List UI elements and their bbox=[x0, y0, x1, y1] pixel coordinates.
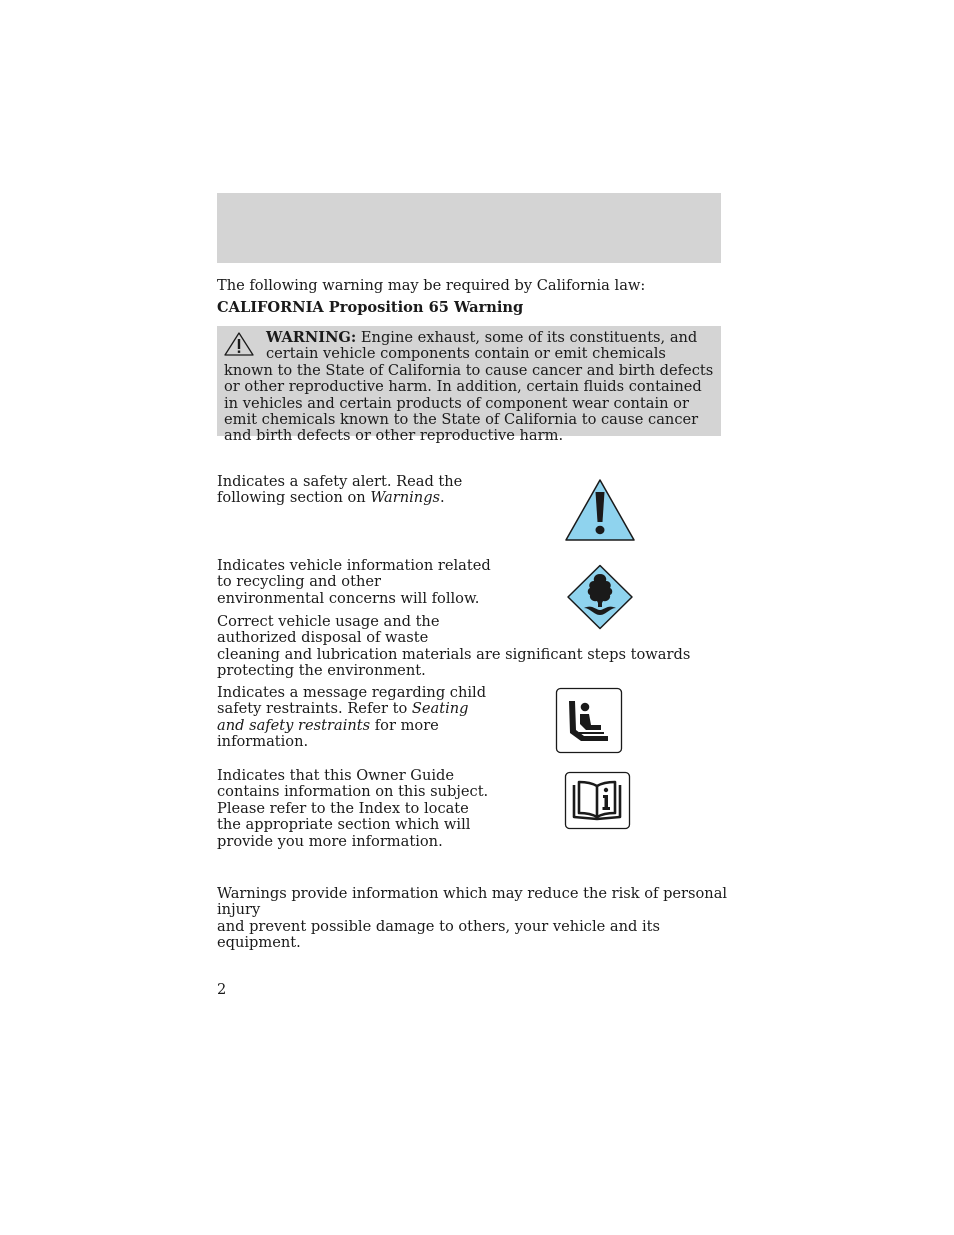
footer-line-2: and prevent possible damage to others, your vehicle and its equipment. bbox=[217, 917, 661, 952]
safety-restraints-reference: and safety restraints bbox=[217, 716, 371, 734]
page-number: 2 bbox=[217, 981, 227, 998]
section-heading: CALIFORNIA Proposition 65 Warning bbox=[217, 299, 524, 316]
safety-line-1: Indicates a safety alert. Read the bbox=[217, 473, 463, 490]
seating-reference: Seating bbox=[411, 700, 469, 718]
intro-text: The following warning may be required by California law: bbox=[217, 277, 646, 294]
safety-line-2-end: . bbox=[440, 489, 445, 507]
child-line-1: Indicates a message regarding child bbox=[217, 684, 487, 701]
child-seat-icon bbox=[555, 687, 623, 754]
environment-text-bottom bbox=[217, 614, 721, 680]
environment-line-5: authorized disposal of waste bbox=[217, 629, 429, 647]
safety-alert-icon bbox=[563, 478, 637, 542]
guide-line-5: provide you more information. bbox=[217, 832, 443, 850]
warning-box bbox=[217, 326, 721, 445]
owner-guide-book-icon bbox=[564, 771, 631, 830]
environment-tree-icon bbox=[566, 564, 634, 630]
environment-line-4: Correct vehicle usage and the bbox=[217, 613, 440, 630]
warning-body: Engine exhaust, some of its constituents, and certain vehicle components contain or emit chemicals known to the State of California to cause cancer and birth defects or other reproductive harm. In addition, certain fluids contained in vehicles and certain products of component wear contain or emit chemicals known to the State of California to cause cancer and birth defects or other reproductive harm. bbox=[224, 329, 714, 445]
environment-line-7: protecting the environment. bbox=[217, 662, 426, 680]
child-restraint-text bbox=[217, 685, 547, 751]
owner-guide-text bbox=[217, 768, 547, 850]
child-line-4: information. bbox=[217, 733, 309, 751]
safety-line-2: following section on bbox=[217, 489, 371, 507]
warning-label: WARNING: bbox=[266, 329, 357, 346]
guide-line-4: the appropriate section which will bbox=[217, 816, 471, 834]
environment-line-2: to recycling and other bbox=[217, 573, 381, 591]
guide-line-2: contains information on this subject. bbox=[217, 783, 489, 801]
environment-line-1: Indicates vehicle information related bbox=[217, 557, 491, 574]
environment-line-6: cleaning and lubrication materials are significant steps towards bbox=[217, 645, 691, 663]
guide-line-3: Please refer to the Index to locate bbox=[217, 799, 469, 817]
child-line-2: safety restraints. Refer to bbox=[217, 700, 412, 718]
child-line-3-end: for more bbox=[370, 716, 439, 734]
environment-line-3: environmental concerns will follow. bbox=[217, 589, 480, 607]
guide-line-1: Indicates that this Owner Guide bbox=[217, 767, 455, 784]
header-band bbox=[217, 193, 721, 263]
warning-text bbox=[224, 330, 716, 445]
footer-line-1: Warnings provide information which may reduce the risk of personal injury bbox=[217, 885, 728, 919]
environment-text-top bbox=[217, 558, 557, 607]
safety-alert-text bbox=[217, 474, 547, 507]
warnings-reference: Warnings bbox=[370, 489, 441, 507]
warnings-explanation bbox=[217, 886, 737, 952]
